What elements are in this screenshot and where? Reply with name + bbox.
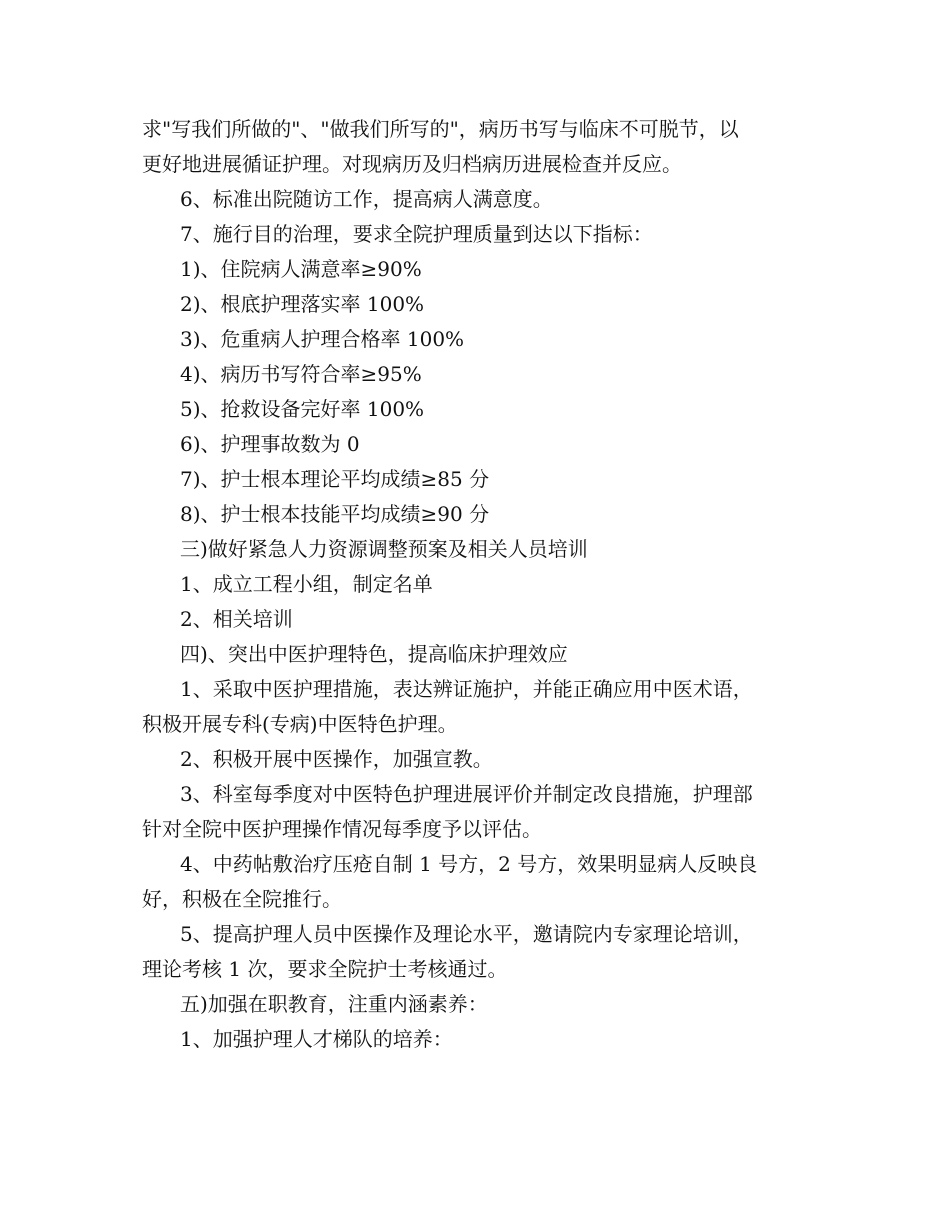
text-line: 7、施行目的治理，要求全院护理质量到达以下指标： xyxy=(180,222,653,246)
text-line: 更好地进展循证护理。对现病历及归档病历进展检查并反应。 xyxy=(142,152,682,176)
text-line: 求"写我们所做的"、"做我们所写的"，病历书写与临床不可脱节，以 xyxy=(142,117,739,141)
text-line: 4、中药帖敷治疗压疮自制 1 号方，2 号方，效果明显病人反映良 xyxy=(180,852,758,876)
list-item: 1、成立工程小组，制定名单 xyxy=(180,572,433,596)
list-item: 8)、护士根本技能平均成绩≥90 分 xyxy=(180,502,490,526)
list-item: 7)、护士根本理论平均成绩≥85 分 xyxy=(180,467,490,491)
list-item: 3)、危重病人护理合格率 100% xyxy=(180,327,465,351)
list-item: 2、相关培训 xyxy=(180,607,293,631)
text-line: 积极开展专科(专病)中医特色护理。 xyxy=(142,712,458,736)
text-line: 针对全院中医护理操作情况每季度予以评估。 xyxy=(142,817,542,841)
text-line: 1、采取中医护理措施，表达辨证施护，并能正确应用中医术语， xyxy=(180,677,753,701)
text-line: 理论考核 1 次，要求全院护士考核通过。 xyxy=(142,957,508,981)
list-item: 6)、护理事故数为 0 xyxy=(180,432,360,456)
list-item: 1)、住院病人满意率≥90% xyxy=(180,257,422,281)
text-line: 1、加强护理人才梯队的培养： xyxy=(180,1027,453,1051)
text-line: 2、积极开展中医操作，加强宣教。 xyxy=(180,747,493,771)
text-line: 6、标准出院随访工作，提高病人满意度。 xyxy=(180,187,553,211)
section-heading: 四)、突出中医护理特色，提高临床护理效应 xyxy=(180,642,568,666)
text-line: 好，积极在全院推行。 xyxy=(142,887,342,911)
list-item: 2)、根底护理落实率 100% xyxy=(180,292,425,316)
text-line: 3、科室每季度对中医特色护理进展评价并制定改良措施，护理部 xyxy=(180,782,753,806)
document-body xyxy=(142,112,822,1057)
list-item: 5)、抢救设备完好率 100% xyxy=(180,397,425,421)
text-line: 5、提高护理人员中医操作及理论水平，邀请院内专家理论培训， xyxy=(180,922,753,946)
list-item: 4)、病历书写符合率≥95% xyxy=(180,362,422,386)
section-heading: 三)做好紧急人力资源调整预案及相关人员培训 xyxy=(180,537,588,561)
section-heading: 五)加强在职教育，注重内涵素养： xyxy=(180,992,488,1016)
